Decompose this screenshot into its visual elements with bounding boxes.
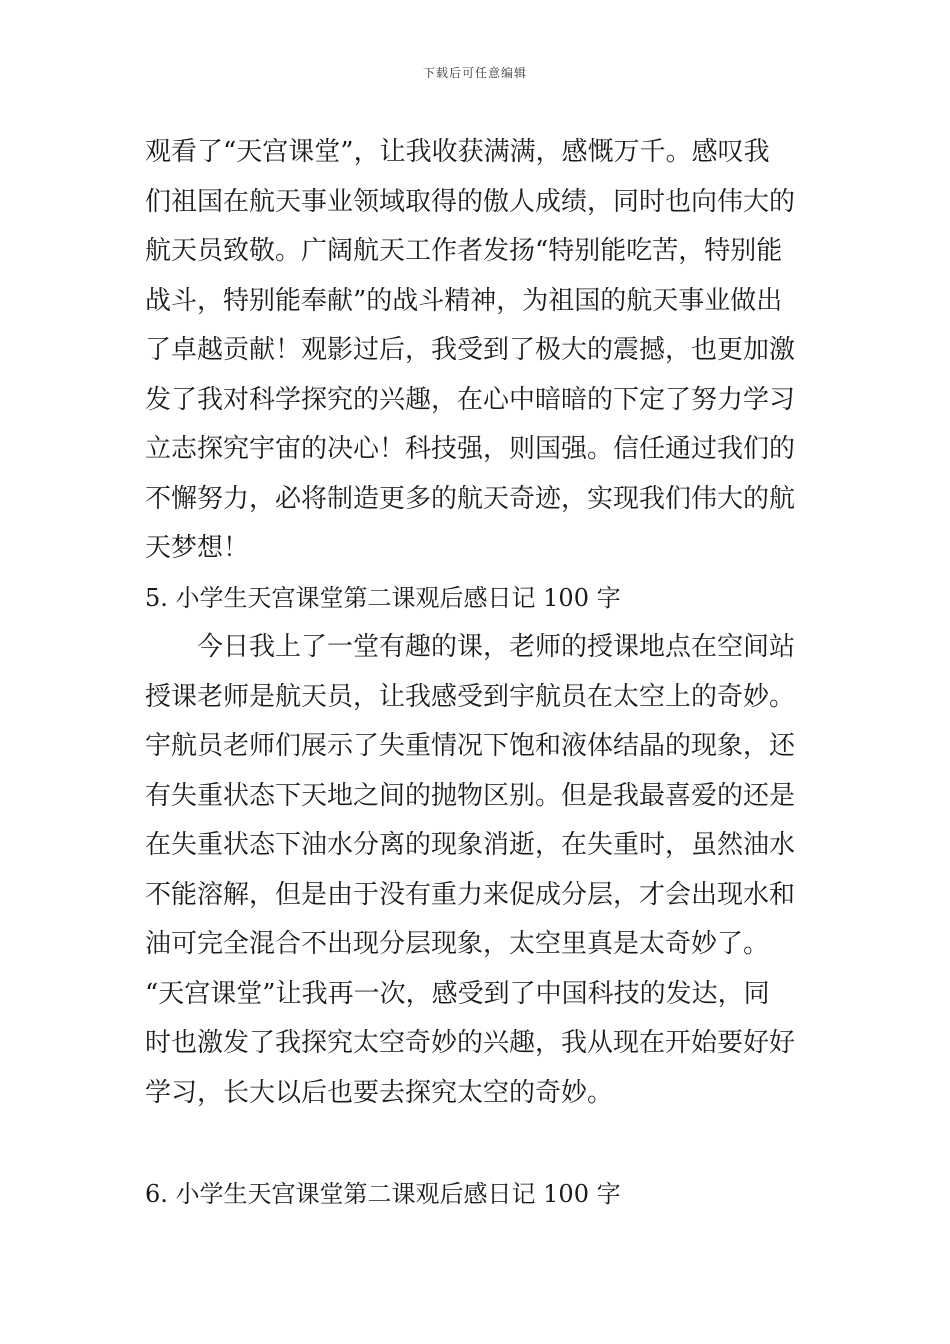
text-line: 航天员致敬。广阔航天工作者发扬“特别能吃苦，特别能 xyxy=(145,236,783,266)
text-line: 战斗，特别能奉献”的战斗精神，为祖国的航天事业做出 xyxy=(145,285,783,316)
text-line: 学习，长大以后也要去探究太空的奇妙。 xyxy=(145,1077,614,1108)
text-line: 不能溶解，但是由于没有重力来促成分层，才会出现水和 xyxy=(145,879,796,910)
text-line: 立志探究宇宙的决心！科技强，则国强。信任通过我们的 xyxy=(145,434,796,464)
text-line: 观看了“天宫课堂”，让我收获满满，感慨万千。感叹我 xyxy=(145,137,770,167)
text-line: 天梦想！ xyxy=(145,533,250,563)
text-line: 们祖国在航天事业领域取得的傲人成绩，同时也向伟大的 xyxy=(145,186,796,217)
text-line: 时也激发了我探究太空奇妙的兴趣，我从现在开始要好好 xyxy=(145,1028,796,1058)
document-body xyxy=(145,128,810,1220)
text-line: 了卓越贡献！观影过后，我受到了极大的震撼，也更加激 xyxy=(145,335,796,365)
section-6-title: 6. 小学生天宫课堂第二课观后感日记 100 字 xyxy=(145,1180,621,1208)
text-line: 有失重状态下天地之间的抛物区别。但是我最喜爱的还是 xyxy=(145,780,796,811)
text-line: “天宫课堂”让我再一次，感受到了中国科技的发达，同 xyxy=(145,978,770,1009)
text-line: 在失重状态下油水分离的现象消逝，在失重时，虽然油水 xyxy=(145,830,796,860)
text-line: 今日我上了一堂有趣的课，老师的授课地点在空间站 xyxy=(197,632,796,662)
blank-spacer xyxy=(145,1118,810,1170)
text-line: 宇航员老师们展示了失重情况下饱和液体结晶的现象，还 xyxy=(145,731,796,761)
section-5-paragraph xyxy=(145,623,810,1118)
section-5-title: 5. 小学生天宫课堂第二课观后感日记 100 字 xyxy=(145,583,621,612)
text-line: 油可完全混合不出现分层现象，太空里真是太奇妙了。 xyxy=(145,929,770,959)
paragraph-1 xyxy=(145,128,810,574)
text-line: 授课老师是航天员，让我感受到宇航员在太空上的奇妙。 xyxy=(145,681,796,712)
page-header: 下载后可任意编辑 xyxy=(422,66,527,80)
text-line: 发了我对科学探究的兴趣，在心中暗暗的下定了努力学习 xyxy=(145,384,796,415)
text-line: 不懈努力，必将制造更多的航天奇迹，实现我们伟大的航 xyxy=(145,483,796,514)
